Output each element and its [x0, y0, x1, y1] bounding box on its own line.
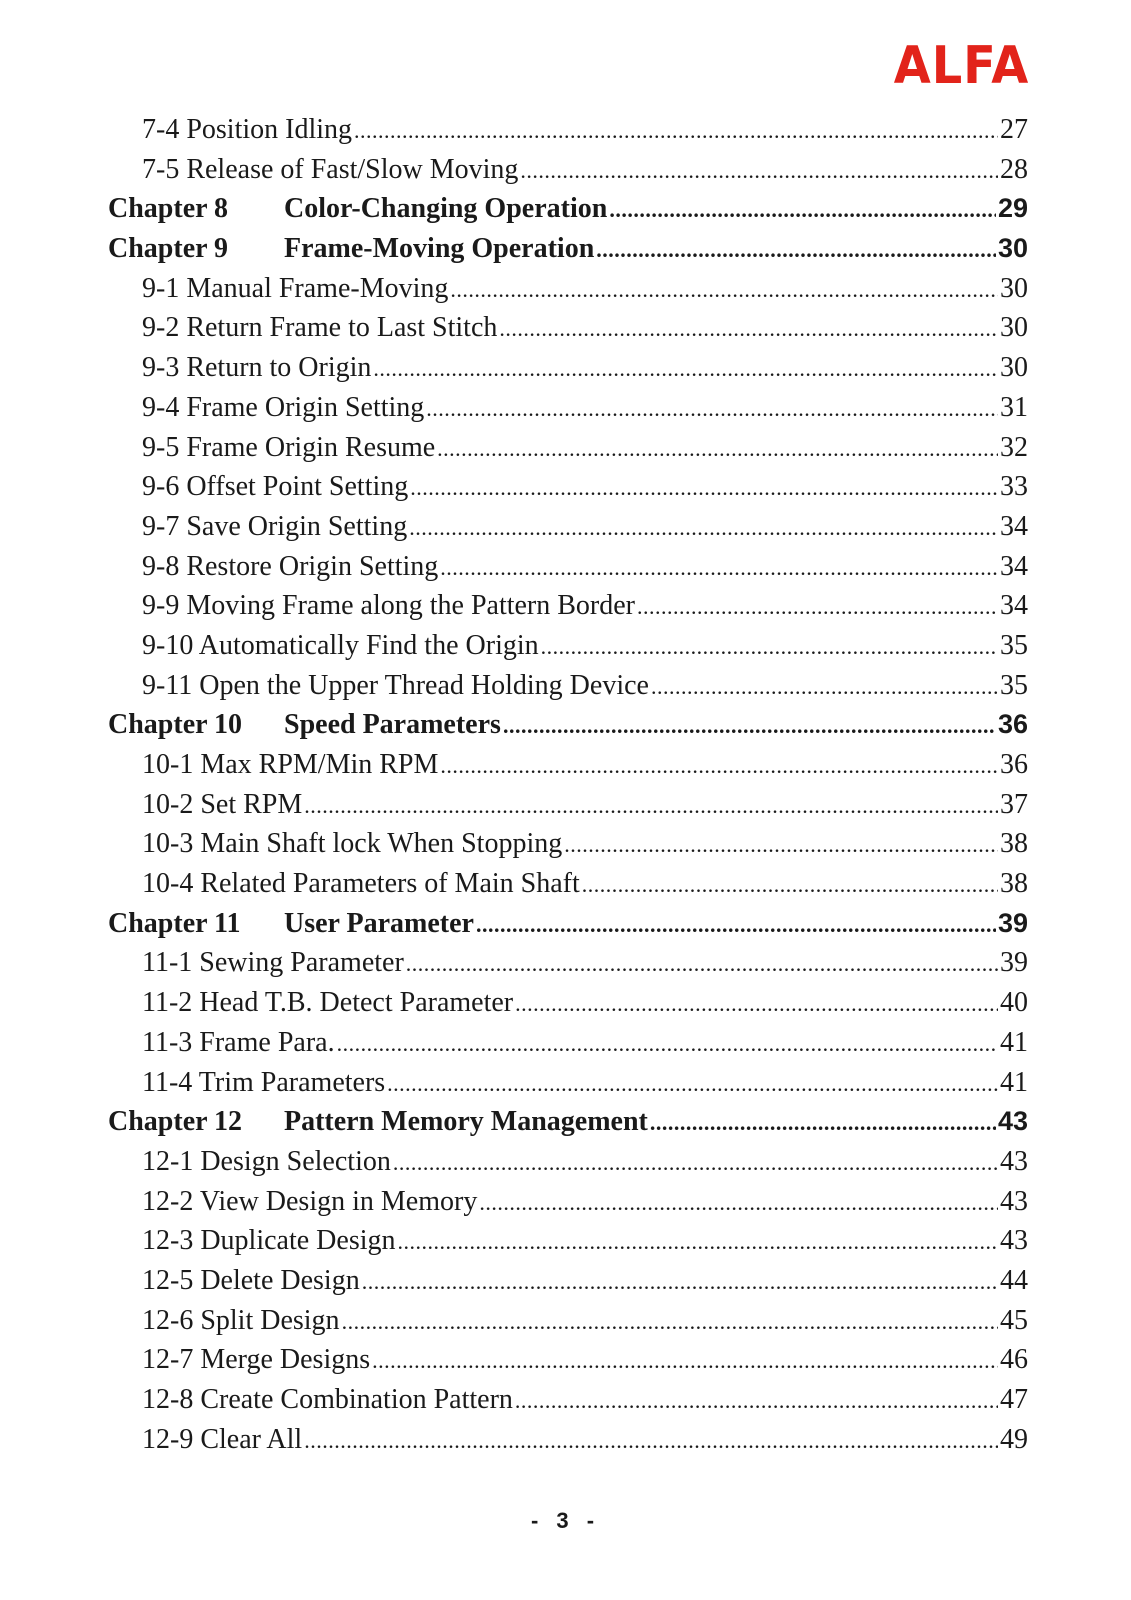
toc-entry-page: 41 — [1000, 1066, 1028, 1098]
toc-section-entry[interactable] — [108, 1067, 1028, 1107]
toc-entry-page: 38 — [1000, 868, 1028, 900]
toc-chapter-number: Chapter 9 — [108, 233, 229, 265]
toc-dot-leader — [373, 356, 998, 382]
toc-entry-title: 9-11 Open the Upper Thread Holding Device — [142, 669, 649, 701]
toc-dot-leader — [304, 793, 998, 819]
toc-entry-page: 44 — [1000, 1264, 1028, 1296]
toc-section-entry[interactable] — [108, 352, 1028, 392]
toc-dot-leader — [651, 674, 998, 700]
toc-chapter-entry[interactable] — [108, 233, 1028, 273]
toc-entry-title: 12-5 Delete Design — [142, 1264, 360, 1296]
toc-entry-page: 43 — [1000, 1185, 1028, 1217]
toc-chapter-entry[interactable] — [108, 193, 1028, 233]
toc-section-entry[interactable] — [108, 749, 1028, 789]
toc-dot-leader — [541, 634, 998, 660]
toc-entry-title: 10-3 Main Shaft lock When Stopping — [142, 828, 563, 860]
toc-entry-page: 35 — [1000, 629, 1028, 661]
toc-section-entry[interactable] — [108, 1027, 1028, 1067]
toc-section-entry[interactable] — [108, 987, 1028, 1027]
toc-dot-leader — [440, 753, 998, 779]
toc-entry-title: 10-4 Related Parameters of Main Shaft — [142, 868, 580, 900]
toc-entry-page: 30 — [1000, 352, 1028, 384]
toc-entry-title: 9-6 Offset Point Setting — [142, 471, 409, 503]
toc-section-entry[interactable] — [108, 1265, 1028, 1305]
toc-chapter-number: Chapter 12 — [108, 1106, 243, 1138]
toc-dot-leader — [582, 872, 998, 898]
toc-entry-page: 27 — [1000, 114, 1028, 145]
table-of-contents — [108, 114, 1028, 1463]
toc-entry-title: 12-8 Create Combination Pattern — [142, 1384, 513, 1415]
toc-entry-title: 12-2 View Design in Memory — [142, 1185, 478, 1217]
toc-section-entry[interactable] — [108, 868, 1028, 908]
toc-entry-title: 12-9 Clear All — [142, 1423, 303, 1455]
toc-entry-page: 34 — [1000, 510, 1028, 542]
toc-dot-leader — [437, 436, 998, 462]
toc-entry-title: 7-4 Position Idling — [142, 114, 353, 145]
toc-entry-page: 47 — [1000, 1384, 1028, 1415]
toc-dot-leader — [304, 1428, 998, 1454]
toc-dot-leader — [515, 1388, 998, 1414]
toc-entry-title: 9-5 Frame Origin Resume — [142, 431, 436, 463]
toc-entry-page: 34 — [1000, 550, 1028, 582]
toc-entry-page: 32 — [1000, 431, 1028, 463]
toc-dot-leader — [479, 1190, 998, 1216]
toc-entry-title: 12-7 Merge Designs — [142, 1344, 371, 1376]
toc-entry-title: 11-2 Head T.B. Detect Parameter — [142, 987, 514, 1019]
toc-entry-page: 40 — [1000, 987, 1028, 1019]
toc-entry-title: Pattern Memory Management — [284, 1106, 648, 1138]
toc-entry-title: 12-1 Design Selection — [142, 1145, 391, 1177]
toc-section-entry[interactable] — [108, 1225, 1028, 1265]
toc-entry-page: 28 — [1000, 153, 1028, 185]
toc-chapter-number: Chapter 10 — [108, 709, 243, 741]
toc-dot-leader — [398, 1229, 999, 1255]
toc-section-entry[interactable] — [108, 551, 1028, 591]
toc-entry-page: 33 — [1000, 471, 1028, 503]
toc-dot-leader — [393, 1150, 998, 1176]
toc-dot-leader — [362, 1269, 998, 1295]
toc-dot-leader — [596, 237, 996, 263]
toc-section-entry[interactable] — [108, 590, 1028, 630]
toc-entry-title: User Parameter — [284, 907, 474, 939]
toc-entry-title: 11-1 Sewing Parameter — [142, 947, 404, 979]
toc-chapter-entry[interactable] — [108, 1106, 1028, 1146]
toc-entry-title: 11-3 Frame Para. — [142, 1026, 335, 1058]
toc-entry-page: 49 — [1000, 1423, 1028, 1455]
toc-dot-leader — [440, 555, 998, 581]
toc-entry-page: 43 — [1000, 1225, 1028, 1257]
toc-section-entry[interactable] — [108, 670, 1028, 710]
toc-dot-leader — [450, 277, 998, 303]
toc-dot-leader — [337, 1031, 998, 1057]
toc-chapter-entry[interactable] — [108, 908, 1028, 948]
toc-entry-title: Frame-Moving Operation — [284, 233, 595, 265]
toc-dot-leader — [609, 197, 996, 223]
toc-entry-title: 10-2 Set RPM — [142, 788, 303, 820]
toc-section-entry[interactable] — [108, 1186, 1028, 1226]
toc-dot-leader — [515, 991, 998, 1017]
toc-entry-page: 38 — [1000, 828, 1028, 860]
toc-entry-page: 31 — [1000, 391, 1028, 423]
toc-section-entry[interactable] — [108, 789, 1028, 829]
toc-entry-title: 9-4 Frame Origin Setting — [142, 391, 425, 423]
toc-chapter-number: Chapter 8 — [108, 193, 229, 225]
toc-dot-leader — [406, 951, 998, 977]
toc-entry-page: 45 — [1000, 1304, 1028, 1336]
toc-dot-leader — [650, 1110, 996, 1136]
toc-entry-title: 7-5 Release of Fast/Slow Moving — [142, 153, 519, 185]
toc-section-entry[interactable] — [108, 154, 1028, 194]
toc-entry-title: 9-2 Return Frame to Last Stitch — [142, 312, 498, 344]
toc-entry-page: 36 — [1000, 749, 1028, 780]
toc-entry-title: Color-Changing Operation — [284, 193, 608, 225]
toc-entry-page: 36 — [997, 709, 1028, 740]
toc-section-entry[interactable] — [108, 392, 1028, 432]
toc-entry-page: 35 — [1000, 669, 1028, 701]
toc-entry-title: 9-8 Restore Origin Setting — [142, 550, 439, 582]
toc-entry-title: 10-1 Max RPM/Min RPM — [142, 749, 439, 780]
toc-entry-page: 41 — [1000, 1026, 1028, 1058]
toc-section-entry[interactable] — [108, 1384, 1028, 1424]
toc-entry-title: 9-10 Automatically Find the Origin — [142, 629, 539, 661]
toc-entry-page: 43 — [997, 1106, 1028, 1137]
toc-section-entry[interactable] — [108, 432, 1028, 472]
toc-entry-page: 46 — [1000, 1344, 1028, 1376]
toc-section-entry[interactable] — [108, 1344, 1028, 1384]
toc-entry-title: Speed Parameters — [284, 709, 501, 741]
page-number: - 3 - — [530, 1508, 601, 1533]
toc-entry-page: 34 — [1000, 590, 1028, 622]
toc-section-entry[interactable] — [108, 511, 1028, 551]
toc-dot-leader — [387, 1071, 998, 1097]
toc-entry-title: 9-9 Moving Frame along the Pattern Border — [142, 590, 636, 622]
toc-dot-leader — [354, 118, 998, 144]
toc-section-entry[interactable] — [108, 312, 1028, 352]
toc-section-entry[interactable] — [108, 828, 1028, 868]
toc-entry-page: 39 — [1000, 947, 1028, 979]
toc-entry-page: 29 — [997, 193, 1028, 224]
toc-section-entry[interactable] — [108, 630, 1028, 670]
toc-section-entry[interactable] — [108, 471, 1028, 511]
toc-section-entry[interactable] — [108, 1305, 1028, 1345]
toc-entry-page: 30 — [997, 233, 1028, 264]
toc-dot-leader — [503, 713, 996, 739]
toc-dot-leader — [564, 832, 998, 858]
toc-entry-page: 43 — [1000, 1145, 1028, 1177]
toc-chapter-number: Chapter 11 — [108, 907, 241, 939]
toc-section-entry[interactable] — [108, 947, 1028, 987]
alfa-logo: ALFA — [893, 36, 1029, 96]
toc-section-entry[interactable] — [108, 1424, 1028, 1464]
toc-entry-title: 11-4 Trim Parameters — [142, 1066, 386, 1098]
toc-dot-leader — [520, 158, 998, 184]
toc-dot-leader — [410, 475, 998, 501]
toc-chapter-entry[interactable] — [108, 709, 1028, 749]
toc-entry-page: 37 — [1000, 788, 1028, 820]
toc-entry-page: 30 — [1000, 272, 1028, 304]
toc-dot-leader — [342, 1309, 998, 1335]
toc-entry-page: 30 — [1000, 312, 1028, 344]
toc-entry-title: 12-3 Duplicate Design — [142, 1225, 396, 1257]
toc-section-entry[interactable] — [108, 1146, 1028, 1186]
toc-entry-title: 9-7 Save Origin Setting — [142, 510, 408, 542]
toc-dot-leader — [476, 912, 996, 938]
toc-entry-title: 9-1 Manual Frame-Moving — [142, 272, 449, 304]
toc-section-entry[interactable] — [108, 273, 1028, 313]
toc-dot-leader — [409, 515, 998, 541]
toc-entry-title: 12-6 Split Design — [142, 1304, 340, 1336]
toc-dot-leader — [499, 316, 998, 342]
toc-dot-leader — [372, 1348, 998, 1374]
toc-dot-leader — [637, 594, 998, 620]
toc-entry-title: 9-3 Return to Origin — [142, 352, 372, 384]
toc-dot-leader — [426, 396, 998, 422]
toc-entry-page: 39 — [997, 907, 1028, 938]
toc-section-entry[interactable] — [108, 114, 1028, 154]
